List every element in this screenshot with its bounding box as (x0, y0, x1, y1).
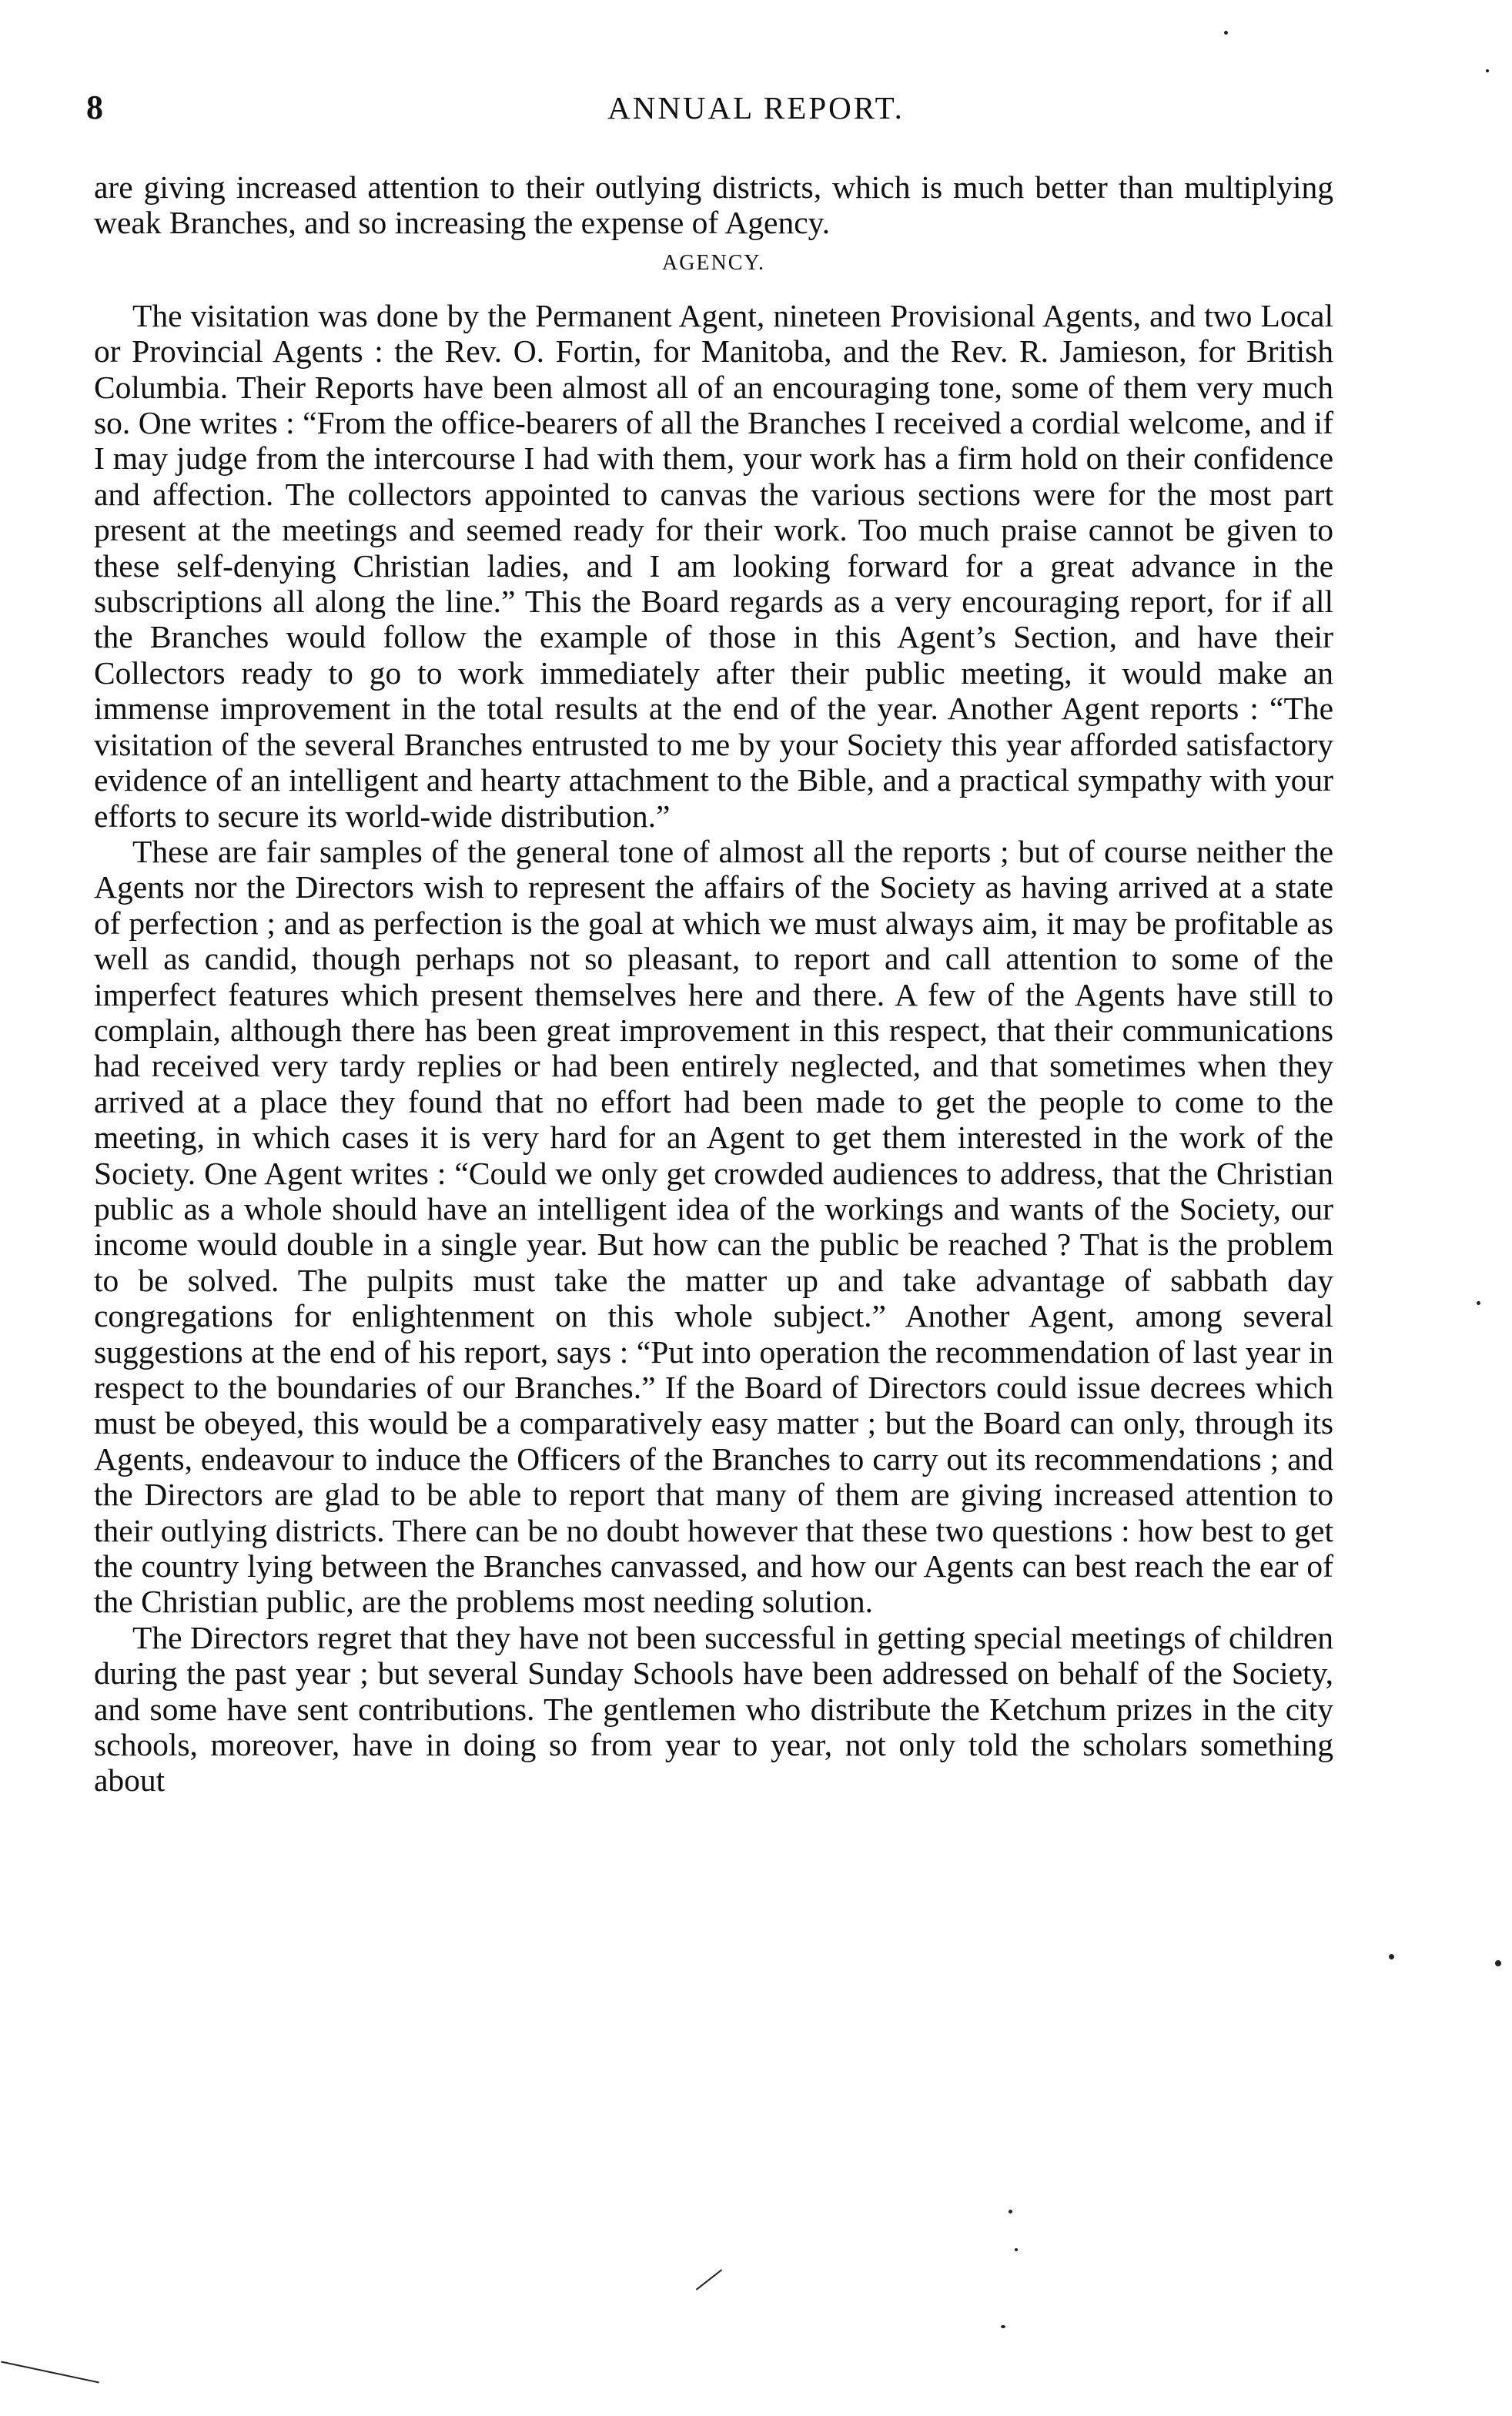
section-heading: AGENCY. (661, 250, 766, 275)
page-number: 8 (86, 89, 103, 126)
ink-speck (1015, 2248, 1018, 2251)
paragraph: The Directors regret that they have not been successful in getting special meetings of children during the past year ; but several Sunday Schools have been addressed on behalf of the Society, and some have sent contributions. The gentlemen who distribute the Ketchum prizes in the city schools, moreover, have in doing so from year to year, not only told the scholars something about (94, 1619, 1333, 1799)
pencil-stroke (1, 2361, 99, 2384)
body-text (94, 169, 1333, 1799)
ink-speck (1001, 2325, 1005, 2328)
ink-speck (1486, 69, 1489, 72)
ink-speck (1009, 2210, 1012, 2214)
ink-speck (1495, 1960, 1501, 1966)
ink-speck (1224, 31, 1228, 35)
running-header: ANNUAL REPORT. (607, 90, 905, 125)
paragraph: These are fair samples of the general tone of almost all the reports ; but of course neither the Agents nor the Directors wish to represent the affairs of the Society as having arrived at a state of perfection ; and as perfection is the goal at which we must always aim, it may be profitable as well as candid, though perhaps not so pleasant, to report and call attention to some of the imperfect features which present themselves here and there. A few of the Agents have still to complain, although there has been great improvement in this respect, that their communications had received very tardy replies or had been entirely neglected, and that sometimes when they arrived at a place they found that no effort had been made to get the people to come to the meeting, in which cases it is very hard for an Agent to get them interested in the work of the Society. One Agent writes : “Could we only get crowded audiences to address, that the Christian public as a whole should have an intelligent idea of the workings and wants of the Society, our income would double in a single year. But how can the public be reached ? That is the problem to be solved. The pulpits must take the matter up and take advantage of sabbath day congregations for enlightenment on this whole subject.” Another Agent, among several suggestions at the end of his report, says : “Put into operation the recommendation of last year in respect to the boundaries of our Branches.” If the Board of Directors could issue decrees which must be obeyed, this would be a comparatively easy matter ; but the Board can only, through its Agents, endeavour to induce the Officers of the Branches to carry out its recommendations ; and the Directors are glad to be able to report that many of them are giving increased attention to their outlying districts. There can be no doubt however that these two questions : how best to get the country lying between the Branches canvassed, and how our Agents can best reach the ear of the Christian public, are the problems most needing solution. (94, 833, 1333, 1620)
ink-speck (1389, 1954, 1394, 1959)
ink-speck (1477, 1301, 1480, 1305)
paragraph: The visitation was done by the Permanent Agent, nineteen Provisional Agents, and two Local or Provincial Agents : the Rev. O. Fortin, for Manitoba, and the Rev. R. Jamieson, for British Columbia. Their Reports have been almost all of an encouraging tone, some of them very much so. One writes : “From the office-bearers of all the Branches I received a cordial welcome, and if I may judge from the intercourse I had with them, your work has a firm hold on their confidence and affection. The collectors appointed to canvas the various sections were for the most part present at the meetings and seemed ready for their work. Too much praise cannot be given to these self-denying Christian ladies, and I am looking forward for a great advance in the subscriptions all along the line.” This the Board regards as a very encouraging report, for if all the Branches would follow the example of those in this Agent’s Section, and have their Collectors ready to go to work immediately after their public meeting, it would make an immense improvement in the total results at the end of the year. Another Agent reports : “The visitation of the several Branches entrusted to me by your Society this year afforded satisfactory evidence of an intelligent and hearty attachment to the Bible, and a practical sympathy with your efforts to secure its world-wide distribution.” (94, 297, 1333, 834)
continuation-paragraph: are giving increased attention to their outlying districts, which is much better than multiplying weak Branches, and so increasing the expense of Agency. (94, 169, 1333, 241)
pencil-stroke (696, 2269, 722, 2290)
